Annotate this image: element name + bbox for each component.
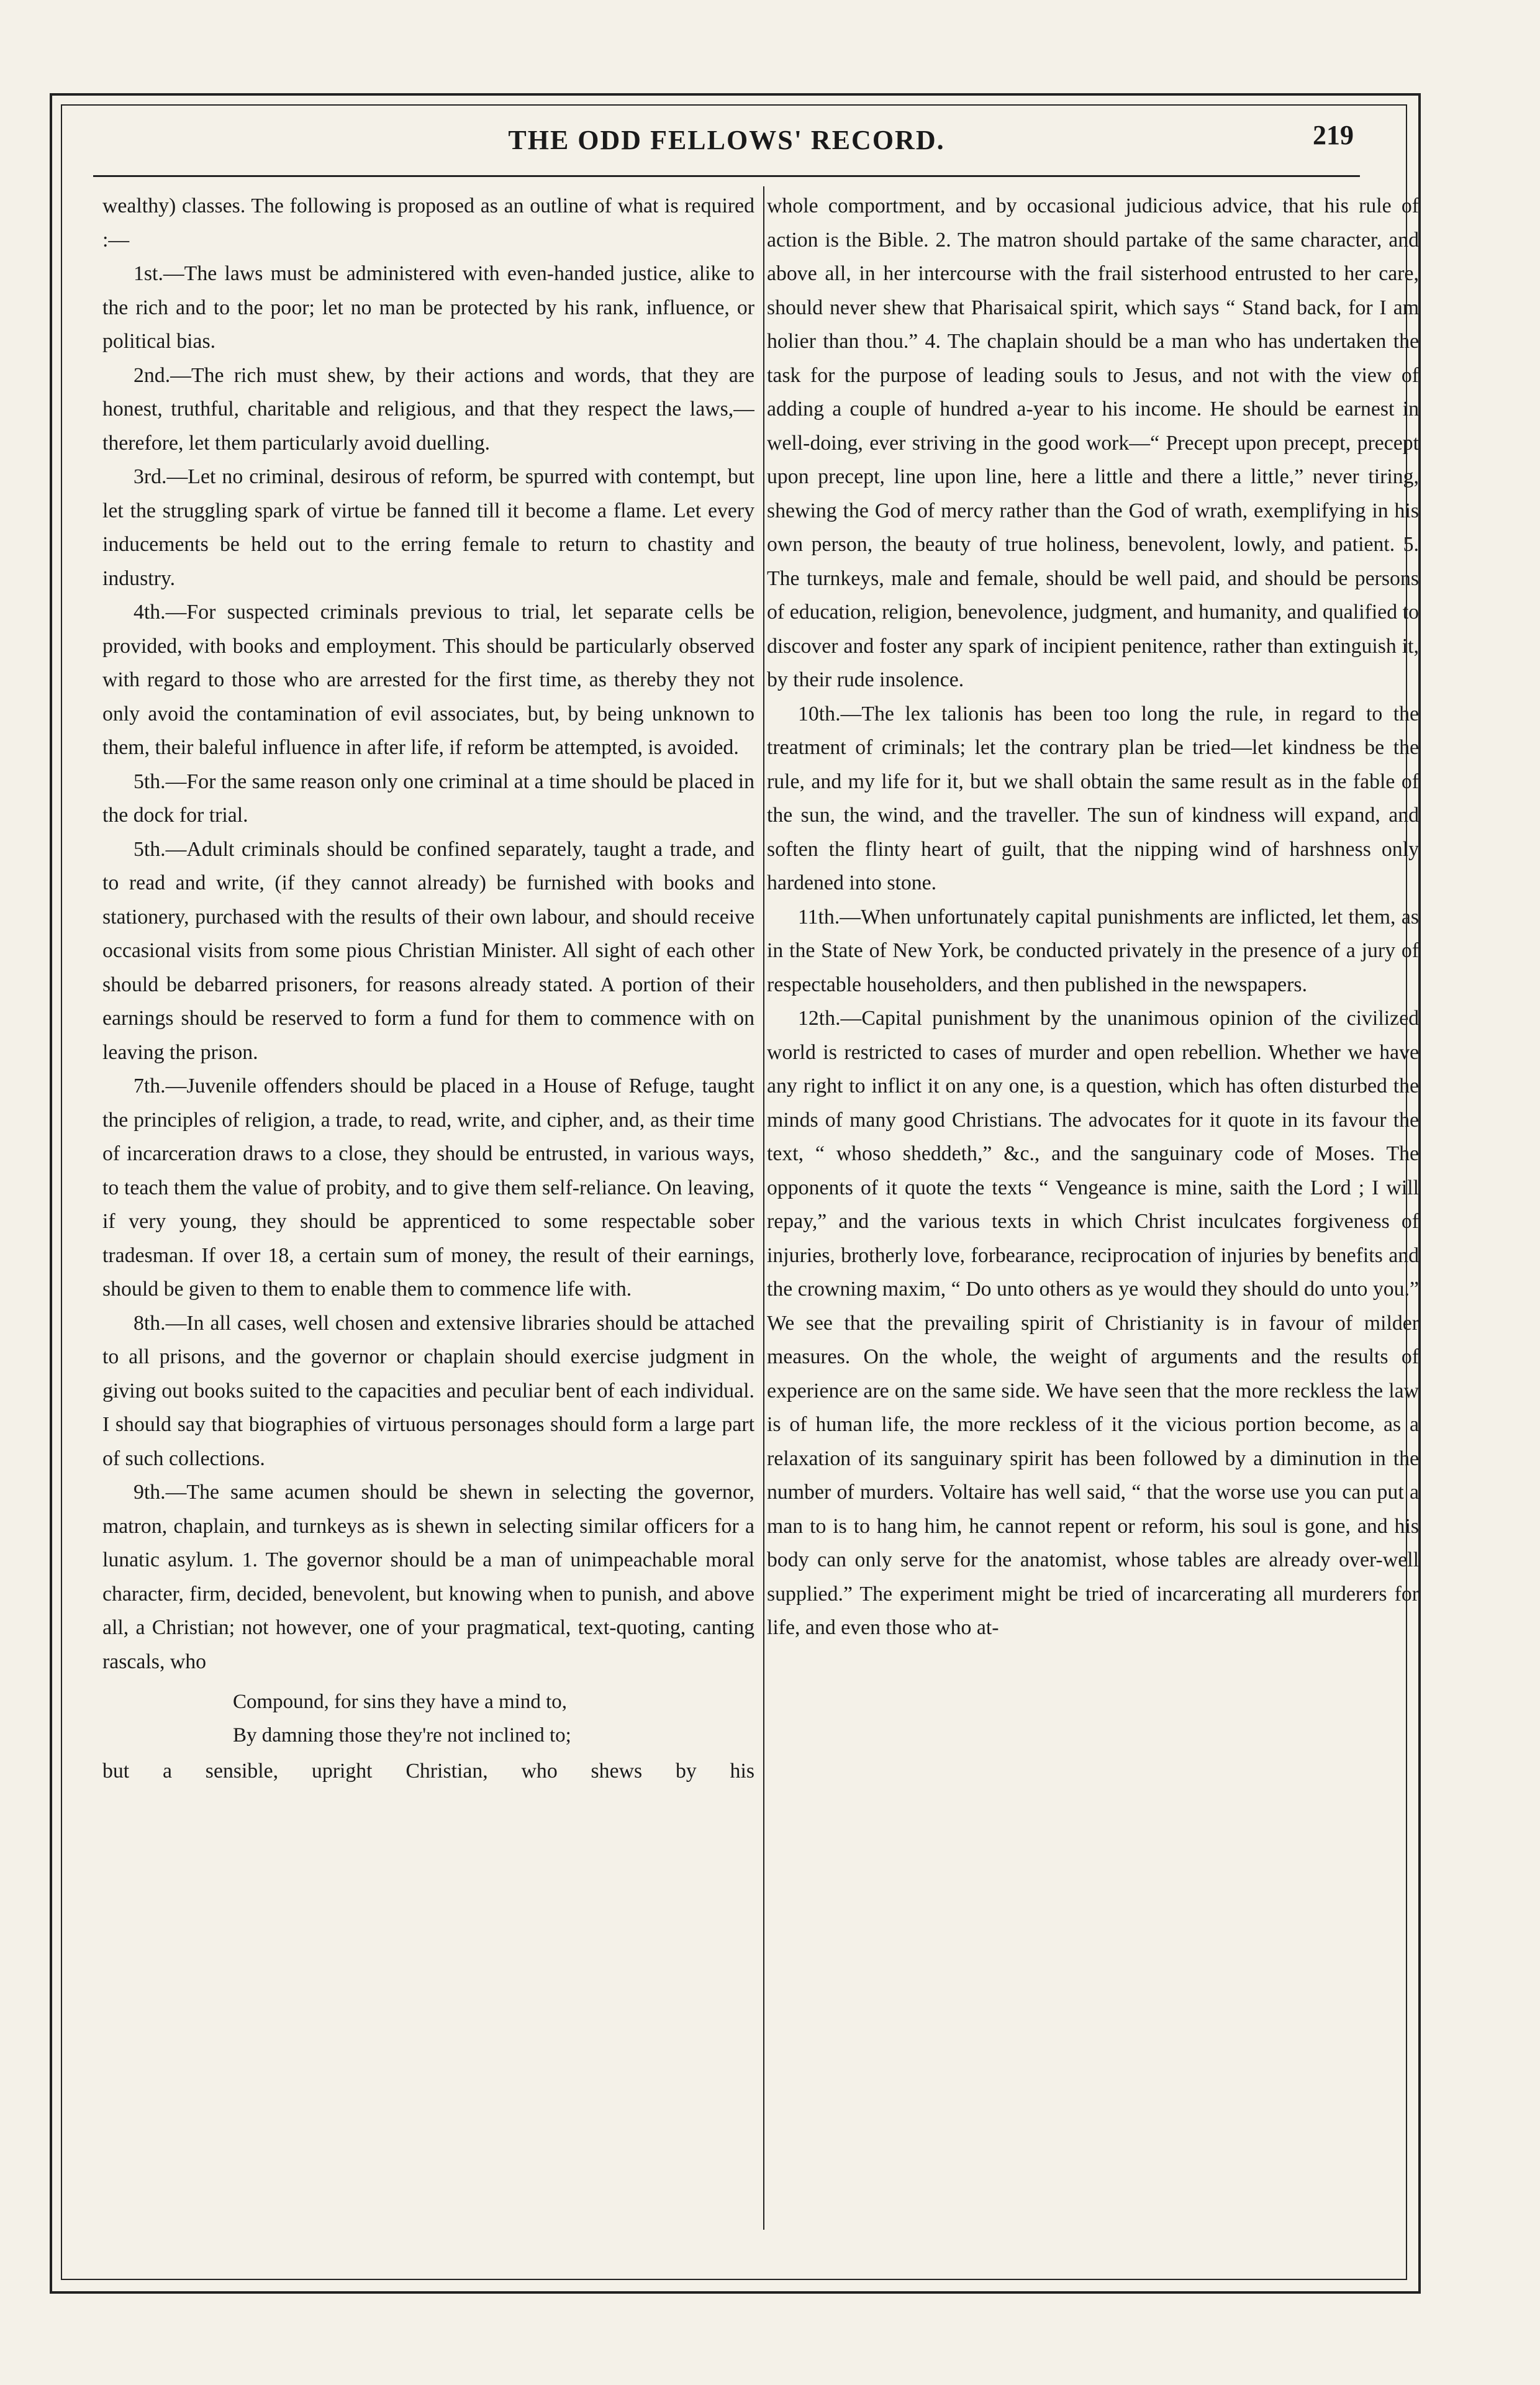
page-number: 219 (1313, 120, 1354, 150)
paragraph-item-10th: 10th.—The lex talionis has been too long the rule, in regard to the treatment of criminals; let the contrary plan be tried—let kindness be the rule, and my life for it, but we shall obtain the same result as in the fable of the sun, the wind, and the traveller. The sun of kindness will expand, and soften the flinty heart of guilt, that the nipping wind of harshness only hardened into stone. (767, 702, 1419, 894)
paragraph-item-9th: 9th.—The same acumen should be shewn in selecting the governor, matron, chaplain, and turnkeys as is shewn in selecting similar officers for a lunatic asylum. 1. The governor should be a man of unimpeachable moral character, firm, decided, benevolent, but knowing when to punish, and above all, a Christian; not however, one of your pragmatical, text-quoting, canting rascals, who (102, 1481, 754, 1673)
paragraph-closing-line: but a sensible, upright Christian, who shews by his (102, 1760, 754, 1783)
column-divider (763, 186, 764, 2230)
paragraph-item-1st: 1st.—The laws must be administered with even-handed justice, alike to the rich and to the poor; let no man be protected by his rank, influence, or political bias. (102, 262, 754, 353)
verse-quotation (102, 1685, 754, 1752)
paragraph-continuation: wealthy) classes. The following is proposed as an outline of what is required :— (102, 194, 754, 252)
paragraph-continuation: whole comportment, and by occasional judicious advice, that his rule of action is the Bible. 2. The matron should partake of the same character, and above all, in her intercourse with the frail sisterhood entrusted to her care, should never shew that Pharisaical spirit, which says “ Stand back, for I am holier than thou.” 4. The chaplain should be a man who has undertaken the task for the purpose of leading souls to Jesus, and not with the view of adding a couple of hundred a-year to his income. He should be earnest in well-doing, ever striving in the good work—“ Precept upon precept, precept upon precept, line upon line, here a little and there a little,” never tiring, shewing the God of mercy rather than the God of wrath, exemplifying in his own person, the beauty of true holiness, benevolent, lowly, and patient. 5. The turnkeys, male and female, should be well paid, and should be persons of education, religion, benevolence, judgment, and humanity, and qualified to discover and foster any spark of incipient penitence, rather than extinguish it, by their rude insolence. (767, 194, 1419, 691)
paragraph-item-2nd: 2nd.—The rich must shew, by their actions and words, that they are honest, truthful, charitable and religious, and that they respect the laws,—therefore, let them particularly avoid duelling. (102, 363, 754, 455)
paragraph-item-8th: 8th.—In all cases, well chosen and extensive libraries should be attached to all prisons, and the governor or chaplain should exercise judgment in giving out books suited to the capacities and peculiar bent of each individual. I should say that biographies of virtuous personages should form a large part of such collections. (102, 1311, 754, 1470)
verse-line: By damning those they're not inclined to; (233, 1724, 571, 1747)
paragraph-item-5th-adult: 5th.—Adult criminals should be confined separately, taught a trade, and to read and write, (if they cannot already) be furnished with books and stationery, purchased with the results of their own labour, and should receive occasional visits from some pious Christian Minister. All sight of each other should be debarred prisoners, for reasons already stated. A portion of their earnings should be reserved to form a fund for them to commence with on leaving the prison. (102, 837, 754, 1064)
paragraph-item-12th: 12th.—Capital punishment by the unanimous opinion of the civilized world is restricted to cases of murder and open rebellion. Whether we have any right to inflict it on any one, is a question, which has often disturbed the minds of many good Christians. The advocates for it quote in its favour the text, “ whoso sheddeth,” &c., and the sanguinary code of Moses. The opponents of it quote the texts “ Vengeance is mine, saith the Lord ; I will repay,” and the various texts in which Christ inculcates forgiveness of injuries, brotherly love, forbearance, reciprocation of injuries by benefits and the crowning maxim, “ Do unto others as ye would they should do unto you.” We see that the prevailing spirit of Christianity is in favour of milder measures. On the whole, the weight of arguments and the results of experience are on the same side. We have seen that the more reckless the law is of human life, the more reckless of it the vicious portion become, as a relaxation of its sanguinary spirit has been followed by a diminution in the number of murders. Voltaire has well said, “ that the worse use you can put a man to is to hang him, he cannot repent or reform, his soul is gone, and his body can only serve for the anatomist, whose tables are already over-well supplied.” The experiment might be tried of incarcerating all murderers for life, and even those who at- (767, 1007, 1419, 1639)
running-header (93, 119, 1360, 169)
paragraph-item-7th: 7th.—Juvenile offenders should be placed in a House of Refuge, taught the principles of religion, a trade, to read, write, and cipher, and, as their time of incarceration draws to a close, they should be entrusted, in various ways, to teach them the value of probity, and to give them self-reliance. On leaving, if very young, they should be apprenticed to some respectable sober tradesman. If over 18, a certain sum of money, the result of their earnings, should be given to them to enable them to commence life with. (102, 1074, 754, 1301)
verse-line: Compound, for sins they have a mind to, (233, 1691, 568, 1713)
journal-title: THE ODD FELLOWS' RECORD. (508, 125, 945, 155)
right-column (767, 189, 1419, 2239)
paragraph-item-3rd: 3rd.—Let no criminal, desirous of reform, be spurred with contempt, but let the struggling spark of virtue be fanned till it become a flame. Let every inducements be held out to the erring female to return to chastity and industry. (102, 465, 754, 590)
header-rule (93, 175, 1360, 177)
paragraph-item-4th: 4th.—For suspected criminals previous to trial, let separate cells be provided, with books and employment. This should be particularly observed with regard to those who are arrested for the first time, as thereby they not only avoid the contamination of evil associates, but, by being unknown to them, their baleful influence in after life, if reform be attempted, is avoided. (102, 601, 754, 759)
paragraph-item-11th: 11th.—When unfortunately capital punishments are inflicted, let them, as in the State of New York, be conducted privately in the presence of a jury of respectable householders, and then published in the newspapers. (767, 905, 1419, 996)
left-column (102, 189, 754, 2239)
paragraph-item-5th: 5th.—For the same reason only one criminal at a time should be placed in the dock for trial. (102, 770, 754, 827)
